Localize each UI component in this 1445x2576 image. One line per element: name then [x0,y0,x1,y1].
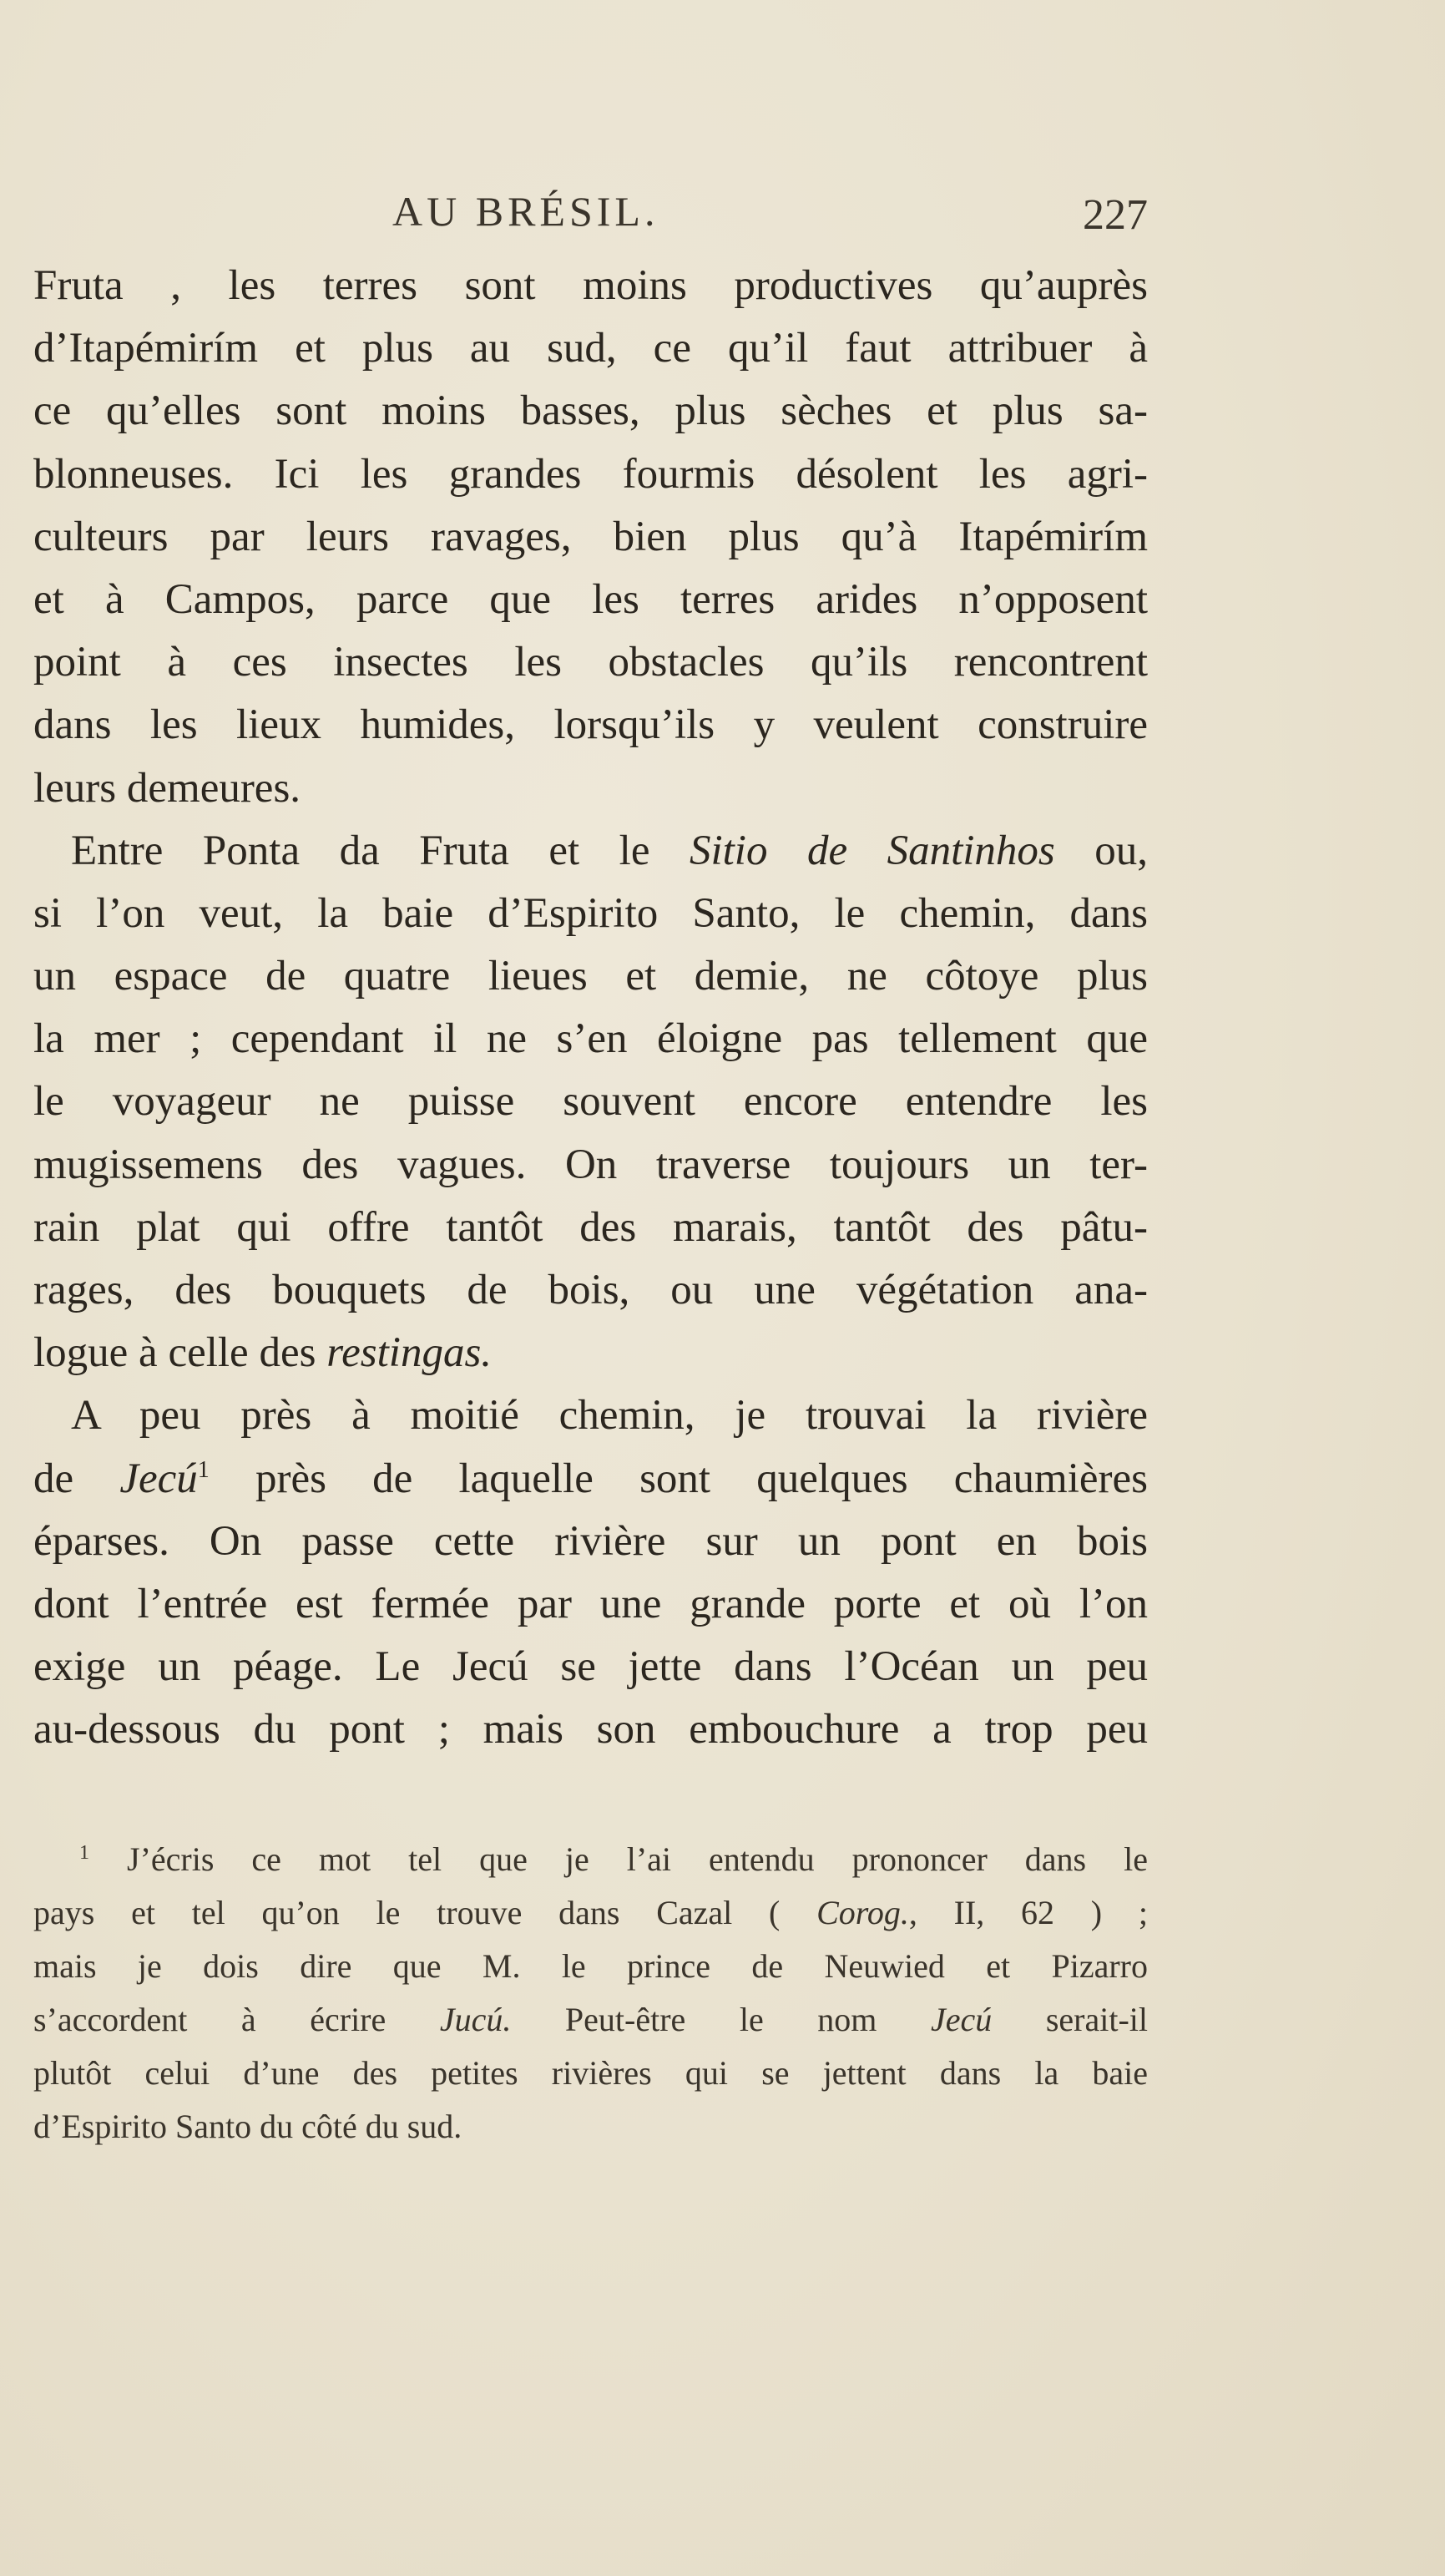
text-line: éparses. On passe cette rivière sur un pont en bois [33,1517,1148,1565]
footnote-marker: 1 [79,1842,89,1864]
text-segment: de [33,1455,74,1502]
text-line [33,1322,1148,1384]
text-segment: J’écris ce mot tel que je l’ai entendu prononcer dans le [127,1840,1148,1878]
text-line: rages, des bouquets de bois, ou une végétation ana- [33,1267,1148,1313]
italic-citation: Corog. [816,1894,909,1931]
page-number: 227 [1083,191,1148,239]
text-segment: près de laquelle sont quelques chaumières [255,1455,1148,1502]
footnote-line [33,1833,1148,1886]
italic-river-name: Jecú [931,2001,993,2038]
text-segment: Peut-être le nom [564,2001,877,2038]
footnote-line: mais je dois dire que M. le prince de Neuwied et Pizarro [33,1947,1148,1985]
text-segment: serait-il [1045,2001,1148,2038]
text-line [33,820,1148,883]
text-line: mugissemens des vagues. On traverse toujours un ter- [33,1141,1148,1188]
text-line: Fruta , les terres sont moins productives qu’auprès [33,262,1148,309]
text-line: ce qu’elles sont moins basses, plus sèches et plus sa- [33,387,1148,435]
text-line [33,1448,1148,1511]
page-header [33,175,1148,242]
text-segment: ou, [1094,827,1148,874]
text-segment: pays et tel qu’on le trouve dans Cazal ( [33,1894,781,1931]
text-line: exige un péage. Le Jecú se jette dans l’Océan un peu [33,1643,1148,1691]
text-line: rain plat qui offre tantôt des marais, tantôt des pâtu- [33,1203,1148,1251]
text-segment: logue à celle des [33,1329,316,1377]
text-line: la mer ; cependant il ne s’en éloigne pas tellement que [33,1015,1148,1063]
running-head: AU BRÉSIL. [392,188,659,235]
italic-place-name: Sitio de Santinhos [689,827,1055,874]
text-line: dans les lieux humides, lorsqu’ils y veulent construire [33,701,1148,749]
text-line: si l’on veut, la baie d’Espirito Santo, le chemin, dans [33,889,1148,937]
footnote-ref: 1 [197,1456,210,1483]
text-line: un espace de quatre lieues et demie, ne côtoye plus [33,953,1148,1000]
text-line: dont l’entrée est fermée par une grande porte et où l’on [33,1580,1148,1627]
text-segment: , II, 62 ) ; [908,1894,1148,1931]
footnotes [33,1833,1148,2153]
footnote-line [33,1886,1148,1940]
text-line: blonneuses. Ici les grandes fourmis désolent les agri- [33,450,1148,498]
text-segment: s’accordent à écrire [33,2001,387,2038]
text-line: et à Campos, parce que les terres arides n’opposent [33,575,1148,623]
footnote-line [33,1993,1148,2047]
text-segment: Entre Ponta da Fruta et le [71,827,650,874]
text-line: point à ces insectes les obstacles qu’ils rencontrent [33,639,1148,686]
text-line: leurs demeures. [33,764,301,812]
italic-river-name: Jucú. [439,2001,512,2038]
body-text [33,255,1148,1762]
text-line: d’Itapémirím et plus au sud, ce qu’il faut attribuer à [33,325,1148,372]
text-line: A peu près à moitié chemin, je trouvai la rivière [71,1392,1148,1440]
text-line: culteurs par leurs ravages, bien plus qu’à Itapémirím [33,513,1148,560]
text-line: le voyageur ne puisse souvent encore entendre les [33,1078,1148,1126]
italic-term: restingas. [326,1329,493,1377]
footnote-line: plutôt celui d’une des petites rivières qui se jettent dans la baie [33,2054,1148,2092]
text-line: au-dessous du pont ; mais son embouchure a trop peu [33,1706,1148,1754]
italic-river-name: Jecú [119,1455,198,1502]
footnote-line: d’Espirito Santo du côté du sud. [33,2108,462,2145]
